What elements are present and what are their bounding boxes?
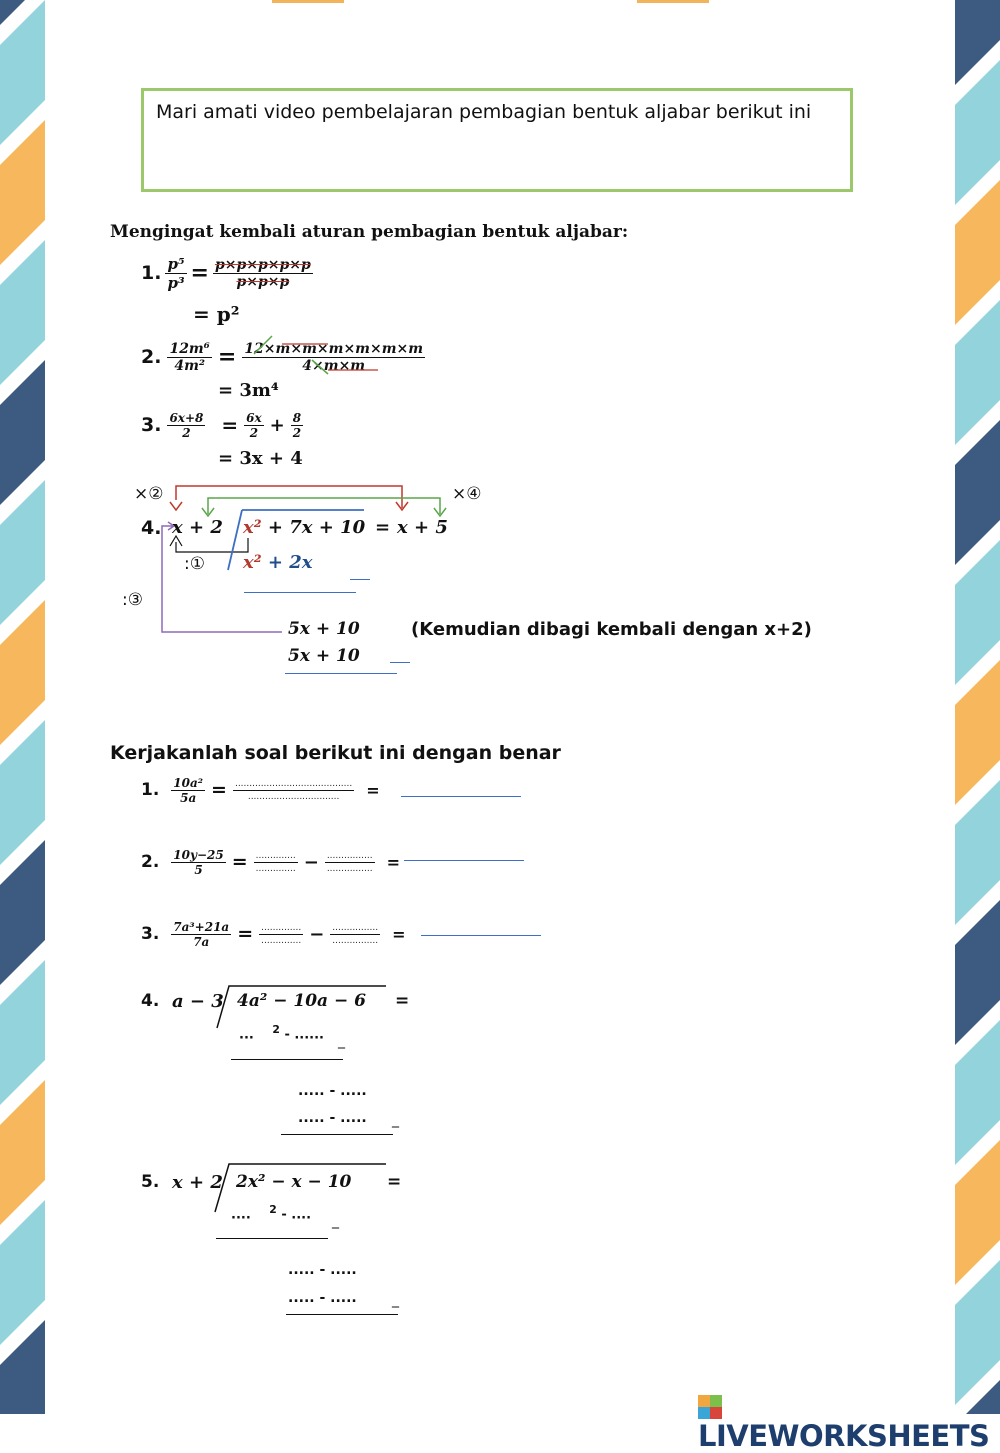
denominator: 5 (194, 862, 203, 877)
recall-heading: Mengingat kembali aturan pembagian bentuk aljabar: (110, 222, 629, 242)
minus-mark (390, 662, 410, 663)
stripe-band (955, 660, 1000, 805)
equals-sign: = (387, 1172, 402, 1192)
fraction (167, 411, 205, 440)
equals-sign: = (237, 923, 254, 945)
stripe-band (0, 600, 45, 745)
stripe-band (0, 720, 45, 865)
equals-sign: = (217, 344, 237, 370)
equals-sign: = (386, 852, 400, 872)
fraction (165, 255, 186, 292)
stripe-band (955, 1140, 1000, 1285)
subtraction-line (286, 1314, 398, 1315)
denominator: 4×m×m (302, 357, 366, 374)
blank-term[interactable]: - ...... (284, 1027, 324, 1043)
answer-field-2[interactable] (404, 860, 524, 861)
blank-denominator[interactable]: ................ (326, 863, 373, 874)
stripe-band (955, 780, 1000, 925)
stripe-band (955, 180, 1000, 325)
fraction (171, 920, 231, 949)
denominator: p×p×p (236, 273, 290, 290)
subtraction-line (244, 592, 356, 593)
stripe-band (0, 1080, 45, 1225)
answer-fraction[interactable] (259, 922, 303, 947)
answer-fraction[interactable] (254, 850, 298, 875)
question-1 (141, 768, 380, 812)
work-row-2[interactable]: ..... - ..... (298, 1083, 367, 1099)
subtract-row-2: 5x + 10 (288, 646, 360, 666)
divisor: a − 3 (172, 991, 224, 1012)
stripe-band (0, 480, 45, 625)
equals-sign: = (375, 517, 391, 538)
item-number: 4. (141, 991, 160, 1011)
sub-x2: x² (243, 552, 262, 573)
stripe-band (0, 360, 45, 505)
exercise-heading: Kerjakanlah soal berikut ini dengan benar (110, 742, 561, 764)
answer-fraction[interactable] (325, 850, 375, 875)
item-number: 5. (141, 1172, 160, 1192)
denominator: 2 (182, 425, 191, 440)
recall-item-1 (141, 248, 313, 298)
stripe-band (955, 540, 1000, 685)
plus-sign: + (269, 414, 285, 436)
fraction (167, 341, 211, 374)
numerator: p×p×p×p×p (214, 256, 311, 273)
minus-sign: − (303, 851, 319, 873)
equals-sign: = (366, 780, 380, 800)
denominator: 2 (249, 425, 259, 440)
minus-mark: _ (338, 1033, 345, 1049)
blank-numerator[interactable]: ................ (326, 850, 373, 861)
denominator: p³ (167, 273, 185, 292)
minus-mark: _ (392, 1292, 399, 1308)
mark-times-2: ×② (134, 484, 164, 504)
subtraction-line (216, 1238, 328, 1239)
dividend (243, 517, 365, 538)
equals-sign: = (211, 779, 227, 801)
subtraction-line (231, 1059, 343, 1060)
remainder-1: 5x + 10 (288, 619, 360, 639)
stripe-band (0, 1200, 45, 1345)
recall-result-3: = 3x + 4 (218, 448, 303, 469)
equals-sign: = (395, 991, 410, 1011)
top-mark (272, 0, 344, 3)
blank-denominator[interactable]: .............. (255, 863, 296, 874)
right-stripe-border (955, 0, 1000, 1414)
blank-term[interactable]: .... (231, 1207, 251, 1223)
answer-fraction[interactable] (233, 778, 354, 803)
stripe-band (0, 960, 45, 1105)
numerator: 6x+8 (169, 410, 204, 425)
denominator: 2 (292, 425, 302, 440)
dividend-rest: + 7x + 10 (267, 517, 366, 538)
denominator: 5a (180, 790, 197, 805)
cancel-marks (250, 332, 450, 382)
recall-result-2: = 3m⁴ (218, 380, 279, 401)
stripe-band (0, 0, 45, 145)
exponent: 2 (269, 1203, 277, 1216)
expanded-fraction (213, 257, 313, 290)
item-number: 3. (141, 924, 160, 944)
fraction (244, 411, 264, 440)
division-note: (Kemudian dibagi kembali dengan x+2) (411, 619, 812, 640)
blank-numerator[interactable]: .............. (261, 922, 302, 933)
stripe-band (0, 120, 45, 265)
stripe-band (0, 240, 45, 385)
left-stripe-border (0, 0, 45, 1414)
subtract-row-1 (243, 552, 313, 573)
item-number: 2. (141, 852, 160, 872)
minus-mark: _ (392, 1112, 399, 1128)
top-mark (637, 0, 709, 3)
question-2 (141, 840, 400, 884)
work-row-1[interactable] (231, 1203, 311, 1222)
equals-sign: = (221, 413, 239, 437)
mark-times-4: ×④ (452, 484, 482, 504)
stripe-band (955, 420, 1000, 565)
blank-numerator[interactable]: .............. (255, 850, 296, 861)
stripe-band (955, 1020, 1000, 1165)
dividend: 2x² − x − 10 (236, 1172, 352, 1192)
item-number: 1. (141, 262, 162, 284)
liveworksheets-logo (698, 1377, 1000, 1453)
answer-field-1[interactable] (401, 796, 521, 797)
blank-denominator[interactable]: ................ (332, 935, 379, 946)
equals-sign: = (231, 851, 248, 873)
blank-numerator[interactable]: ................ (332, 922, 379, 933)
question-3 (141, 912, 405, 956)
blank-numerator[interactable]: ......................................... (234, 778, 353, 789)
numerator: 7a³+21a (173, 919, 230, 934)
logo-mark-icon (698, 1395, 722, 1419)
numerator: 6x (246, 410, 262, 425)
denominator: 4m² (174, 357, 206, 374)
denominator: 7a (193, 934, 210, 949)
subtraction-line (281, 1134, 393, 1135)
mark-div-3: :③ (122, 590, 143, 610)
numerator: 12m⁶ (169, 340, 210, 357)
mark-div-1: :① (184, 554, 205, 574)
intro-box (141, 88, 853, 192)
blank-denominator[interactable]: ................................ (247, 791, 340, 802)
quotient: x + 5 (397, 517, 448, 538)
dividend: 4a² − 10a − 6 (237, 991, 366, 1011)
recall-item-3 (141, 404, 303, 446)
answer-fraction[interactable] (330, 922, 380, 947)
numerator: 8 (292, 410, 302, 425)
recall-result-1: = p² (193, 302, 240, 326)
blank-denominator[interactable]: .............. (261, 935, 302, 946)
work-row-3[interactable]: ..... - ..... (288, 1290, 357, 1306)
answer-field-3[interactable] (421, 935, 541, 936)
stripe-band (955, 300, 1000, 445)
fraction (291, 411, 303, 440)
work-row-2[interactable]: ..... - ..... (288, 1262, 357, 1278)
stripe-band (955, 60, 1000, 205)
item-number: 1. (141, 780, 160, 800)
brand-text: LIVEWORKSHEETS (698, 1419, 990, 1453)
divisor: x + 2 (172, 517, 223, 538)
minus-sign: − (309, 923, 325, 945)
exponent: 2 (272, 1023, 280, 1036)
dividend-x2: x² (243, 517, 262, 538)
sub-rest: + 2x (267, 552, 313, 573)
blank-term[interactable]: - .... (281, 1207, 312, 1223)
work-row-1[interactable] (239, 1023, 324, 1042)
item-number: 4. (141, 517, 162, 539)
minus-mark: _ (332, 1213, 339, 1229)
item-number: 2. (141, 346, 162, 368)
blank-term[interactable]: ... (239, 1027, 254, 1043)
divisor: x + 2 (172, 1172, 223, 1193)
work-row-3[interactable]: ..... - ..... (298, 1110, 367, 1126)
stripe-band (955, 900, 1000, 1045)
stripe-band (0, 840, 45, 985)
numerator: 12×m×m×m×m×m×m (244, 340, 424, 357)
fraction (171, 776, 205, 805)
numerator: 10y−25 (173, 847, 224, 862)
equals-sign: = (190, 260, 209, 286)
minus-mark (350, 579, 370, 580)
item-number: 3. (141, 414, 162, 436)
numerator: p⁵ (167, 254, 185, 273)
subtraction-line (285, 673, 397, 674)
numerator: 10a² (173, 775, 204, 790)
fraction (171, 848, 225, 877)
intro-text: Mari amati video pembelajaran pembagian bentuk aljabar berikut ini (156, 101, 812, 123)
equals-sign: = (392, 924, 406, 944)
